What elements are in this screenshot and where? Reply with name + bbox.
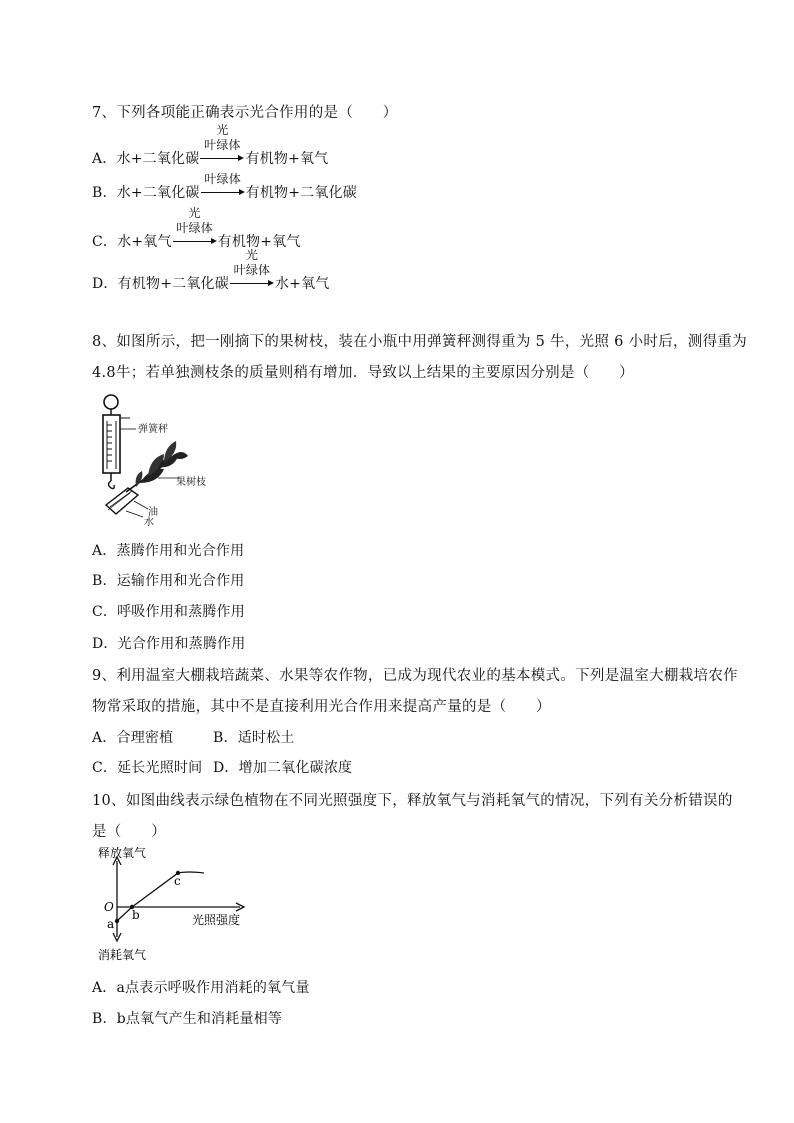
q7-b-letter: B． — [92, 185, 117, 201]
q7-option-b — [92, 172, 357, 202]
graph-point-a: a — [107, 917, 115, 931]
q7-d-arrow-bottom: 叶绿体 — [233, 263, 271, 277]
arrow-icon — [230, 280, 274, 288]
q9-option-d: D．增加二氧化碳浓度 — [213, 760, 353, 776]
graph-point-c: c — [174, 874, 181, 888]
q7-option-a — [92, 123, 329, 168]
graph-y-top-label: 释放氧气 — [98, 847, 147, 860]
q10-stem-line2: 是（ ） — [92, 824, 166, 840]
q7-c-left: 水+氧气 — [117, 234, 172, 250]
q10-stem-line1: 10、如图曲线表示绿色植物在不同光照强度下，释放氧气与消耗氧气的情况，下列有关分析错误的 — [92, 793, 733, 809]
q8-option-b: B．运输作用和光合作用 — [92, 573, 245, 589]
graph-origin: O — [104, 900, 114, 914]
label-spring-scale: 弹簧秤 — [138, 424, 168, 435]
q7-b-arrow-bottom: 叶绿体 — [204, 172, 241, 186]
graph-y-bottom-label: 消耗氧气 — [98, 948, 147, 962]
q7-stem: 7、下列各项能正确表示光合作用的是（ ） — [92, 105, 398, 121]
q9-stem-line2: 物常采取的措施，其中不是直接利用光合作用来提高产量的是（ ） — [92, 699, 551, 715]
q7-b-arrow — [201, 172, 245, 201]
q8-option-c: C．呼吸作用和蒸腾作用 — [92, 604, 245, 620]
q7-a-arrow-top: 光 — [216, 123, 229, 137]
q7-d-left: 有机物+二氧化碳 — [117, 276, 229, 292]
q10-option-a: A．a点表示呼吸作用消耗的氧气量 — [92, 980, 310, 996]
arrow-icon — [201, 189, 245, 197]
spring-scale-figure — [98, 393, 218, 528]
q7-c-arrow-top: 光 — [188, 206, 201, 220]
q7-c-arrow — [173, 206, 217, 250]
label-oil: 油 — [148, 507, 158, 518]
q7-d-arrow-top: 光 — [245, 248, 259, 262]
q7-a-arrow — [200, 123, 244, 167]
q9-option-b: B．适时松土 — [213, 730, 295, 746]
label-water: 水 — [144, 517, 154, 528]
arrow-icon — [173, 238, 217, 246]
q8-stem-line1: 8、如图所示，把一刚摘下的果树枝，装在小瓶中用弹簧秤测得重为 5 牛，光照 6 小时后，测得重为 — [92, 334, 748, 350]
arrow-icon — [200, 155, 244, 163]
q7-a-left: 水+二氧化碳 — [116, 151, 200, 167]
oxygen-light-graph — [92, 847, 252, 965]
q9-stem-line1: 9、利用温室大棚栽培蔬菜、水果等农作物，已成为现代农业的基本模式。下列是温室大棚栽培农作 — [92, 668, 738, 684]
q7-c-arrow-bottom: 叶绿体 — [176, 221, 213, 235]
q8-option-a: A．蒸腾作用和光合作用 — [92, 543, 245, 559]
q9-option-c: C．延长光照时间 — [92, 760, 203, 776]
q7-d-arrow — [230, 248, 274, 292]
point-a-dot — [115, 919, 119, 923]
q7-a-letter: A． — [92, 151, 117, 167]
graph-x-label: 光照强度 — [192, 913, 241, 927]
q7-d-letter: D． — [92, 276, 118, 292]
q7-d-right: 水+氧气 — [274, 276, 330, 292]
label-fruit-branch: 果树枝 — [176, 477, 206, 488]
q10-option-b: B．b点氧气产生和消耗量相等 — [92, 1011, 283, 1027]
q7-a-right: 有机物+氧气 — [245, 151, 329, 167]
q9-option-a: A．合理密植 — [92, 730, 174, 746]
q7-c-letter: C． — [92, 234, 118, 250]
q7-b-left: 水+二氧化碳 — [116, 185, 200, 201]
graph-point-b: b — [132, 908, 140, 922]
q8-option-d: D．光合作用和蒸腾作用 — [92, 636, 246, 652]
q7-a-arrow-bottom: 叶绿体 — [204, 138, 241, 152]
q7-c-right: 有机物+氧气 — [217, 234, 301, 250]
q7-option-d — [92, 248, 330, 293]
q8-stem-line2: 4.8牛；若单独测枝条的质量则稍有增加．导致以上结果的主要原因分别是（ ） — [92, 365, 634, 381]
q7-b-right: 有机物+二氧化碳 — [245, 185, 357, 201]
